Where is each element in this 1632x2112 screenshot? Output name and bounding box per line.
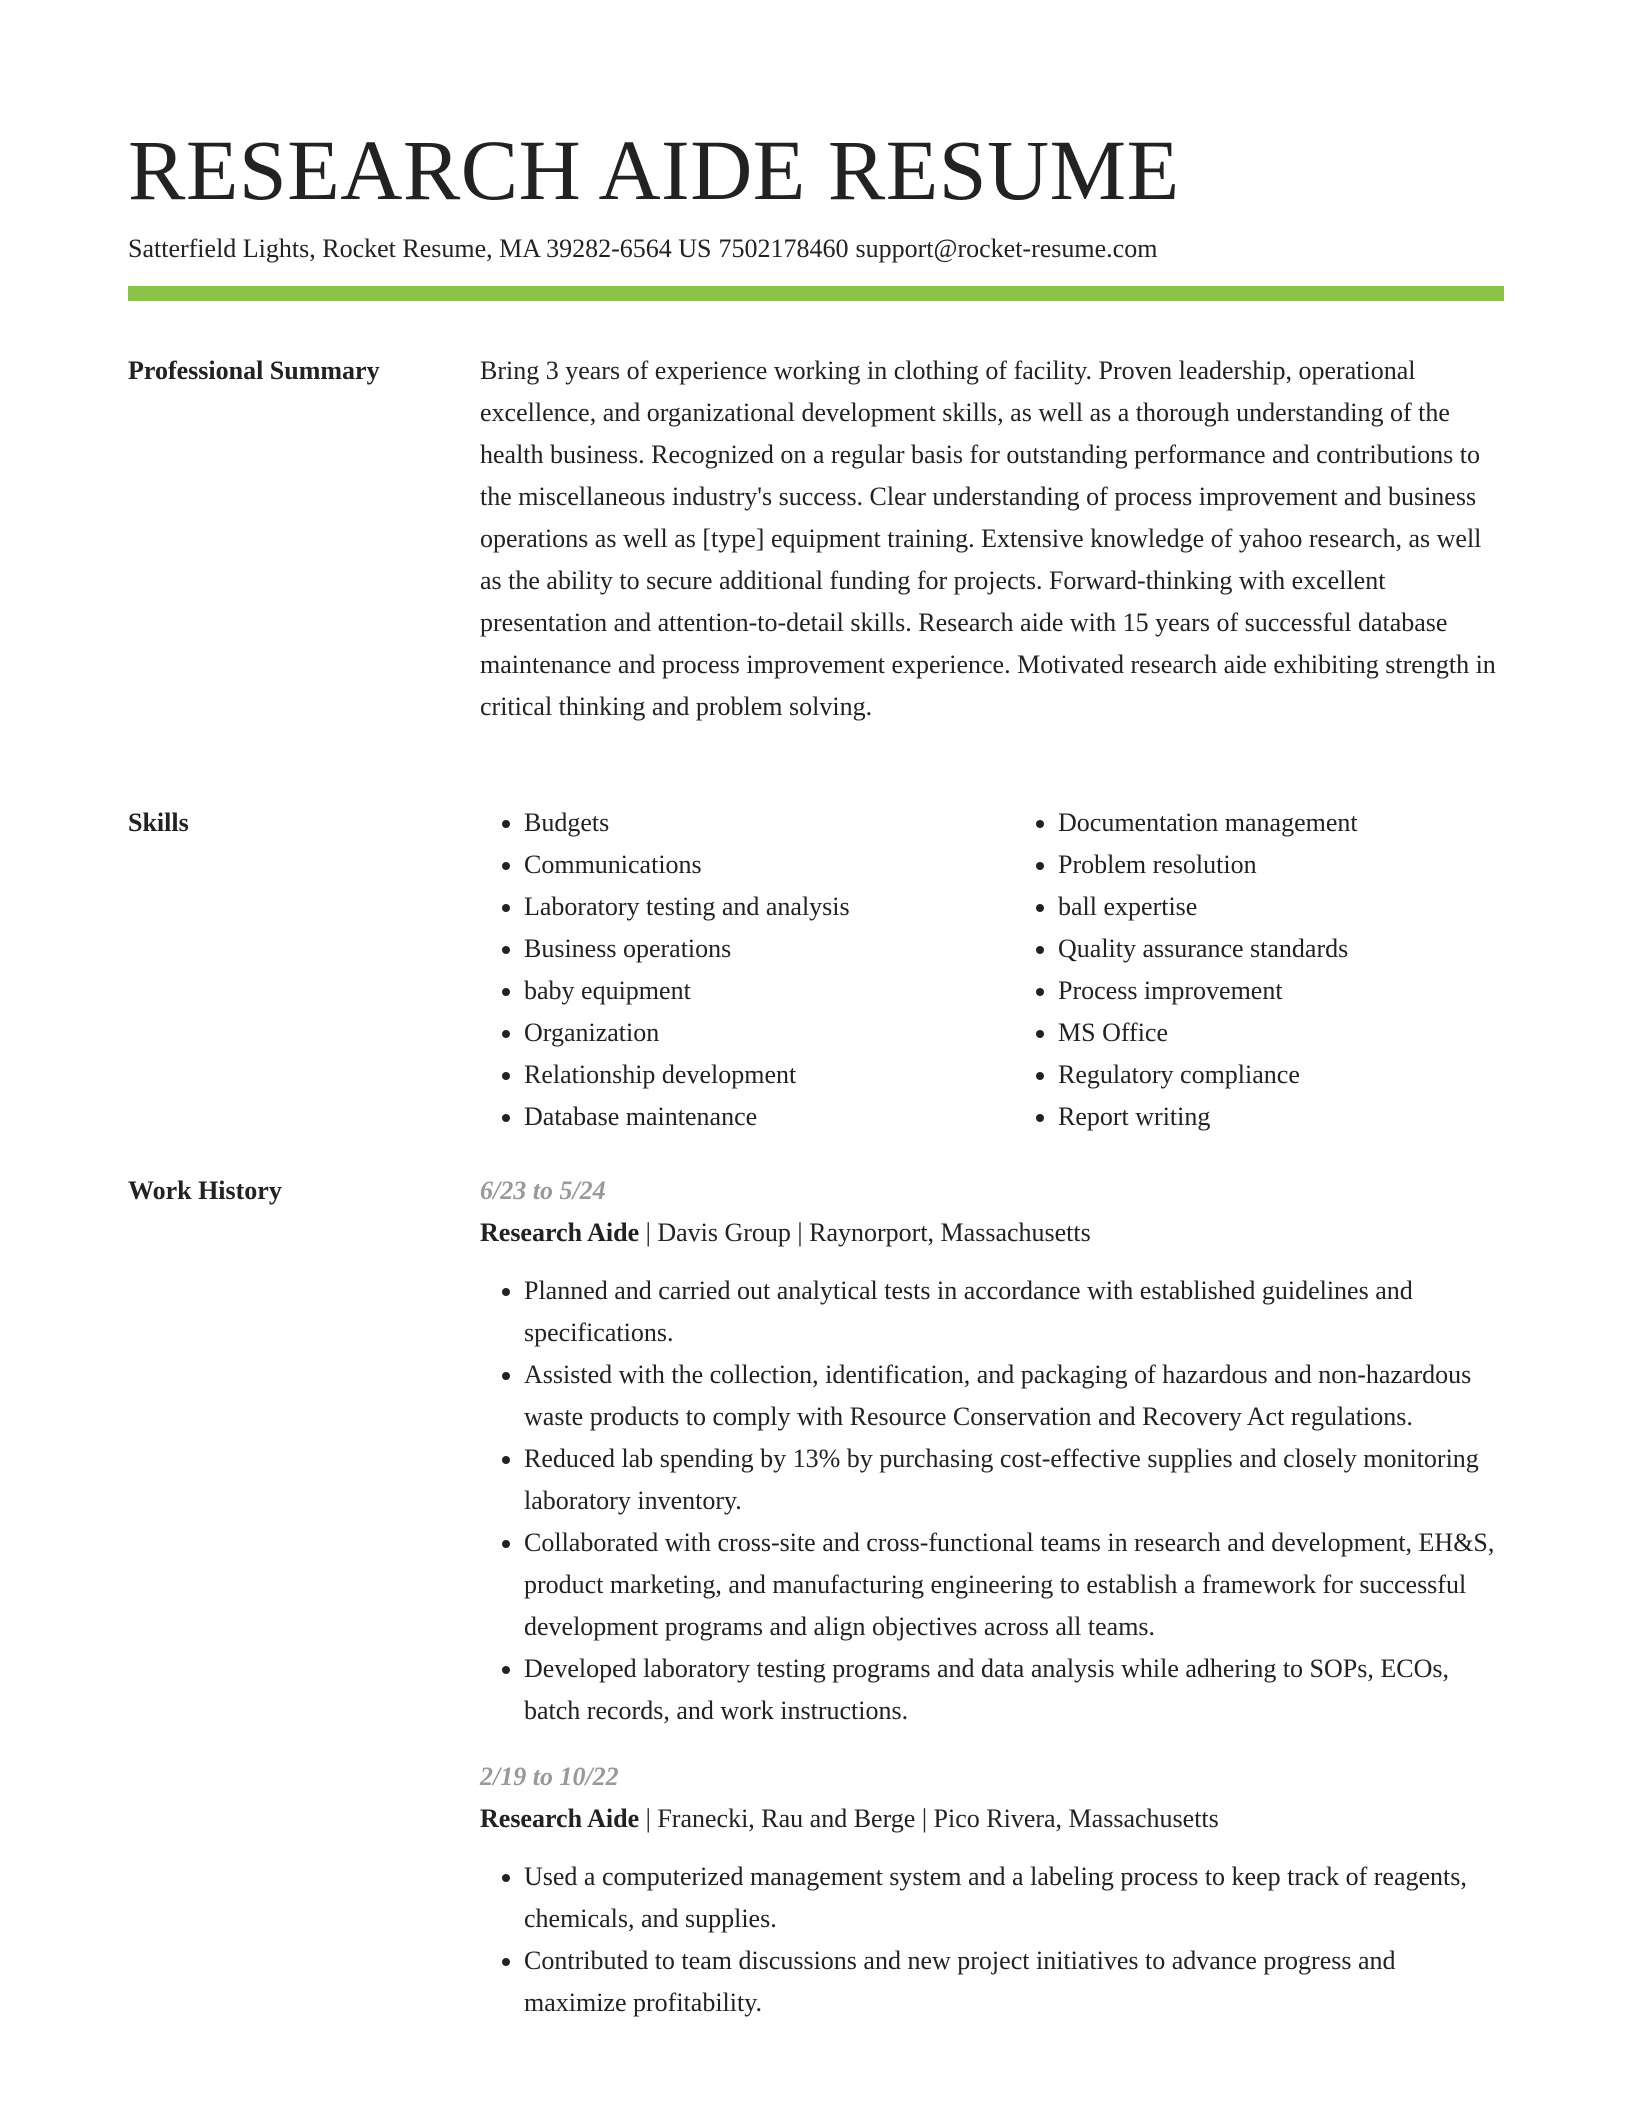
job-title-line xyxy=(480,1798,1504,1840)
job-entry xyxy=(480,1170,1504,1732)
skills-body xyxy=(480,802,1504,1138)
skill-item: • ball expertise xyxy=(1058,886,1504,928)
contact-email: support@rocket-resume.com xyxy=(855,234,1158,263)
skill-item: • Process improvement xyxy=(1058,970,1504,1012)
skill-item: • Regulatory compliance xyxy=(1058,1054,1504,1096)
job-company-location: | Davis Group | Raynorport, Massachusetts xyxy=(639,1218,1091,1247)
skill-item: • Database maintenance xyxy=(524,1096,970,1138)
work-history-heading: Work History xyxy=(128,1176,282,1205)
skill-item: • baby equipment xyxy=(524,970,970,1012)
work-history-body xyxy=(480,1170,1504,2040)
skill-item: • Budgets xyxy=(524,802,970,844)
job-bullet: • Contributed to team discussions and new project initiatives to advance progress and maximize profitability. xyxy=(524,1940,1504,2024)
job-dates: 6/23 to 5/24 xyxy=(480,1176,606,1205)
job-bullet: • Developed laboratory testing programs and data analysis while adhering to SOPs, ECOs, batch records, and work instructions. xyxy=(524,1648,1504,1732)
accent-divider xyxy=(128,286,1504,301)
job-dates: 2/19 to 10/22 xyxy=(480,1762,619,1791)
job-bullet: • Reduced lab spending by 13% by purchasing cost-effective supplies and closely monitoring laboratory inventory. xyxy=(524,1438,1504,1522)
skills-columns xyxy=(480,802,1504,1138)
skills-heading: Skills xyxy=(128,808,189,837)
skills-list-left xyxy=(480,802,970,1138)
summary-text: Bring 3 years of experience working in clothing of facility. Proven leadership, operational excellence, and organizational development skills, as well as a thorough understanding of the health business. Recognized on a regular basis for outstanding performance and contributions to the miscellaneous industry's success. Clear understanding of process improvement and business operations as well as [type] equipment training. Extensive knowledge of yahoo research, as well as the ability to secure additional funding for projects. Forward-thinking with excellent presentation and attention-to-detail skills. Research aide with 15 years of successful database maintenance and process improvement experience. Motivated research aide exhibiting strength in critical thinking and problem solving. xyxy=(480,356,1496,721)
resume-title: RESEARCH AIDE RESUME xyxy=(128,122,1180,218)
skill-item: • Organization xyxy=(524,1012,970,1054)
skill-item: • Communications xyxy=(524,844,970,886)
job-bullet: • Collaborated with cross-site and cross-functional teams in research and development, EH&S, product marketing, and manufacturing engineering to establish a framework for successful development programs and align objectives across all teams. xyxy=(524,1522,1504,1648)
skill-item: • Documentation management xyxy=(1058,802,1504,844)
skill-item: • Laboratory testing and analysis xyxy=(524,886,970,928)
skill-item: • Business operations xyxy=(524,928,970,970)
job-role: Research Aide xyxy=(480,1218,640,1247)
contact-address: Satterfield Lights, Rocket Resume, MA 39282-6564 US xyxy=(128,234,712,263)
job-role: Research Aide xyxy=(480,1804,640,1833)
job-entry xyxy=(480,1756,1504,2024)
summary-heading: Professional Summary xyxy=(128,356,380,385)
skills-list-right xyxy=(1014,802,1504,1138)
job-bullet: • Planned and carried out analytical tests in accordance with established guidelines and specifications. xyxy=(524,1270,1504,1354)
summary-body xyxy=(480,350,1504,728)
skill-item: • Problem resolution xyxy=(1058,844,1504,886)
skill-item: • Relationship development xyxy=(524,1054,970,1096)
job-company-location: | Franecki, Rau and Berge | Pico Rivera, Massachusetts xyxy=(639,1804,1219,1833)
contact-line xyxy=(128,232,1157,266)
job-bullet: • Assisted with the collection, identification, and packaging of hazardous and non-hazardous waste products to comply with Resource Conservation and Recovery Act regulations. xyxy=(524,1354,1504,1438)
job-bullet-list xyxy=(480,1856,1504,2024)
job-bullet: • Used a computerized management system and a labeling process to keep track of reagents, chemicals, and supplies. xyxy=(524,1856,1504,1940)
job-title-line xyxy=(480,1212,1504,1254)
skill-item: • Report writing xyxy=(1058,1096,1504,1138)
job-bullet-list xyxy=(480,1270,1504,1732)
skill-item: • Quality assurance standards xyxy=(1058,928,1504,970)
contact-phone: 7502178460 xyxy=(718,234,849,263)
skill-item: • MS Office xyxy=(1058,1012,1504,1054)
